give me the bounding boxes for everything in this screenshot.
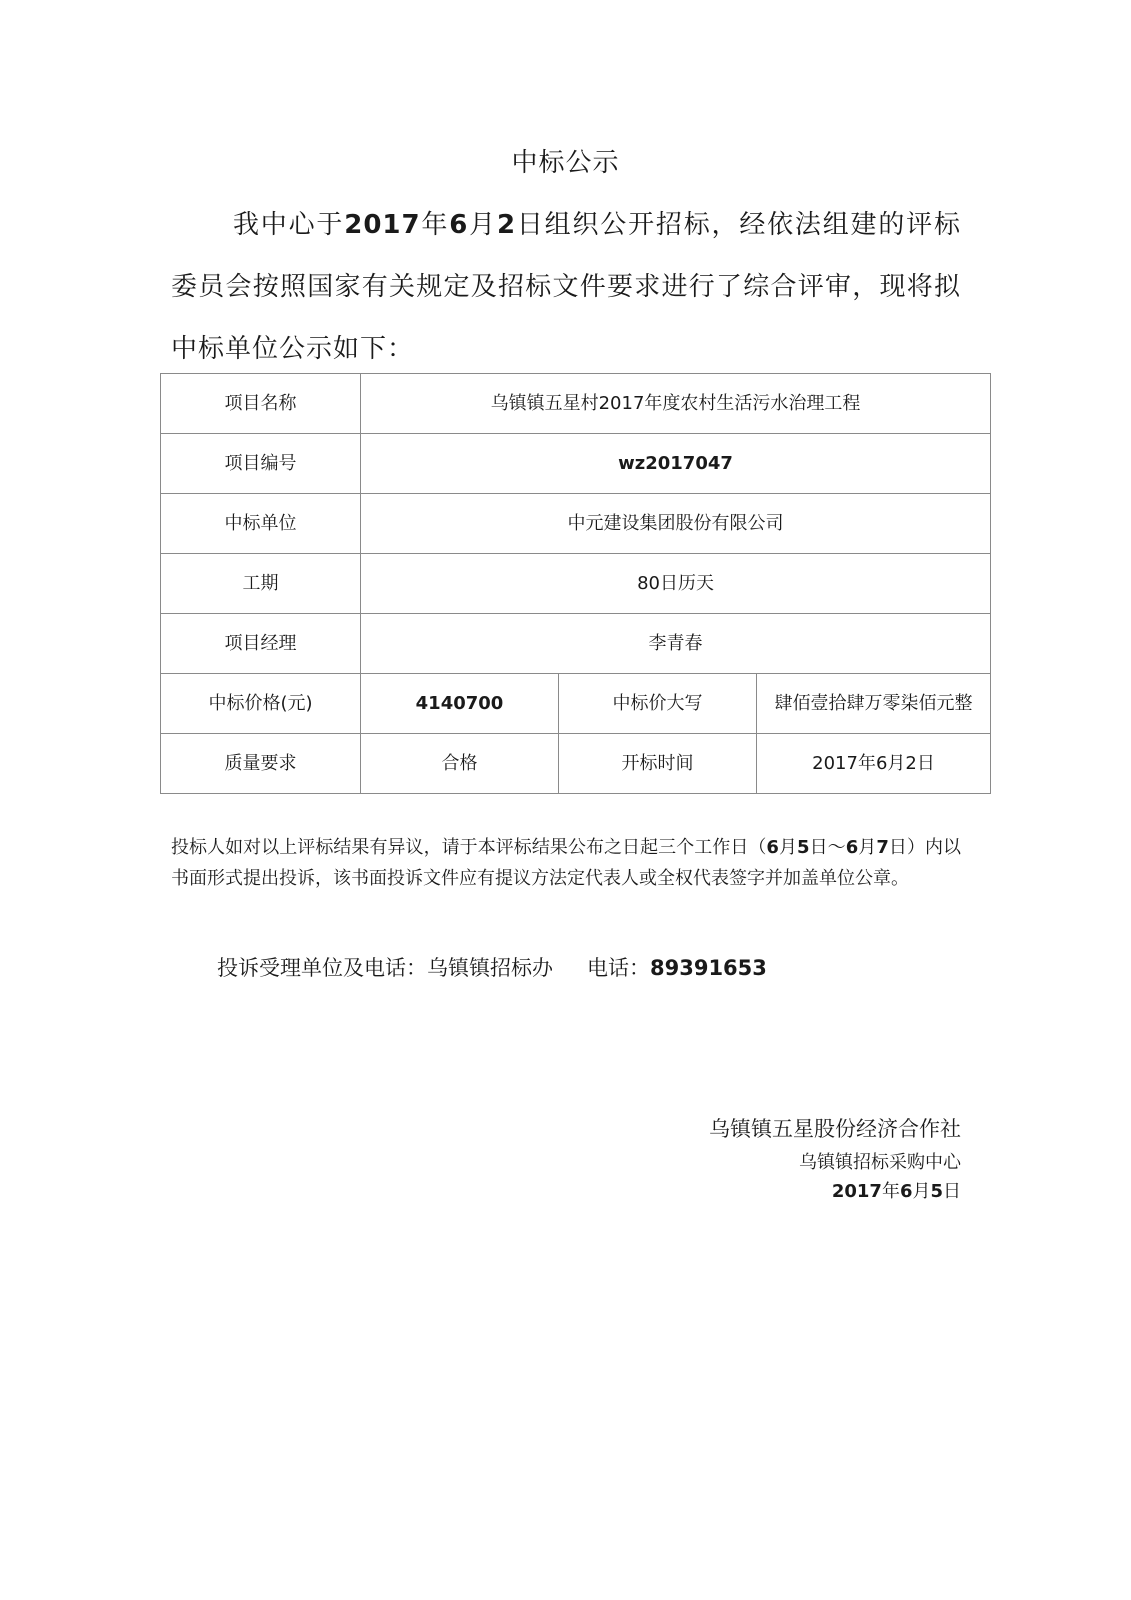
winner-value: 中元建设集团股份有限公司 (361, 494, 991, 554)
project-no-label: 项目编号 (161, 434, 361, 494)
manager-label: 项目经理 (161, 614, 361, 674)
project-no-value: wz2017047 (361, 434, 991, 494)
intro-paragraph: 我中心于2017年6月2日组织公开招标，经依法组建的评标委员会按照国家有关规定及招标文件要求进行了综合评审，现将拟中标单位公示如下： (171, 210, 961, 364)
price-upper-label: 中标价大写 (559, 674, 757, 734)
duration-label: 工期 (161, 554, 361, 614)
complaint-contact-label: 投诉受理单位及电话：乌镇镇招标办 (217, 956, 553, 980)
table-row (161, 674, 991, 734)
complaint-contact (217, 953, 767, 983)
objection-notice: 投标人如对以上评标结果有异议，请于本评标结果公布之日起三个工作日（6月5日～6月7日）内以书面形式提出投诉，该书面投诉文件应有提议方法定代表人或全权代表签字并加盖单位公章。 (171, 837, 962, 889)
signature-org-1: 乌镇镇五星股份经济合作社 (709, 1117, 961, 1141)
winner-label: 中标单位 (161, 494, 361, 554)
open-time-label: 开标时间 (559, 734, 757, 794)
quality-label: 质量要求 (161, 734, 361, 794)
bid-info-table (160, 373, 991, 794)
signature-org-2: 乌镇镇招标采购中心 (799, 1152, 961, 1173)
price-label: 中标价格(元) (161, 674, 361, 734)
table-row (161, 614, 991, 674)
signature-date: 2017年6月5日 (831, 1181, 961, 1202)
quality-value: 合格 (361, 734, 559, 794)
open-time-value: 2017年6月2日 (757, 734, 991, 794)
project-name-label: 项目名称 (161, 374, 361, 434)
table-row (161, 734, 991, 794)
phone-number: 89391653 (650, 956, 767, 980)
phone-label: 电话： (587, 956, 650, 980)
manager-value: 李青春 (361, 614, 991, 674)
price-upper-value: 肆佰壹拾肆万零柒佰元整 (757, 674, 991, 734)
document-title: 中标公示 (511, 148, 620, 178)
table-row (161, 434, 991, 494)
table-row (161, 374, 991, 434)
price-value: 4140700 (361, 674, 559, 734)
project-name-value: 乌镇镇五星村2017年度农村生活污水治理工程 (361, 374, 991, 434)
duration-value: 80日历天 (361, 554, 991, 614)
table-row (161, 494, 991, 554)
table-row (161, 554, 991, 614)
